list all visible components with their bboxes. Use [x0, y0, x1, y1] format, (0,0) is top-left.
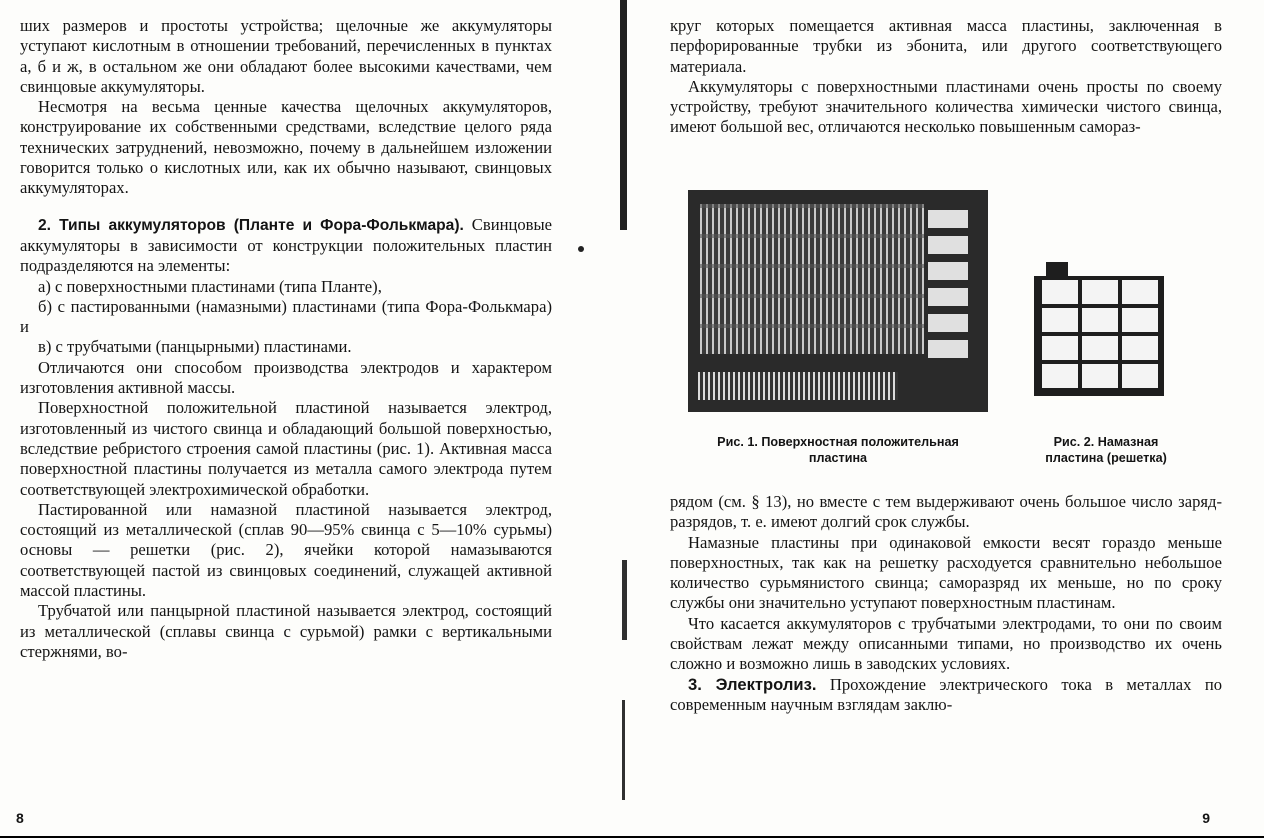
list-item: а) с поверхностными пластинами (типа Планте),	[38, 276, 382, 296]
grid-plate-drawing	[1034, 262, 1164, 396]
section-heading: 2. Типы аккумуляторов (Планте и Фора-Фолькмара).	[38, 216, 464, 234]
figure1-caption: Рис. 1. Поверхностная положительная пластина	[717, 435, 959, 465]
surface-plate-photo	[688, 190, 988, 412]
paragraph: Поверхностной положительной пластиной называется электрод, изготовленный из чистого свинца и обладающий большой поверхностью, вследствие ребристого строения самой пластины (рис. 1). Активная масса поверхностной пластины получается из металла самого электрода путем соответствующей электрохимической обработки.	[20, 398, 552, 499]
right-text-column-bottom	[670, 492, 1222, 715]
section3-paragraph	[670, 675, 1222, 716]
left-text-column	[20, 16, 552, 662]
page-number: 9	[1202, 810, 1210, 826]
book-spine-shadow	[616, 0, 632, 838]
paragraph: Отличаются они способом производства электродов и характером изготовления активной массы.	[20, 357, 552, 398]
plate-types-list	[20, 277, 552, 358]
page-number: 8	[16, 810, 24, 826]
right-text-column-top	[670, 16, 1222, 138]
figure2-caption: Рис. 2. Намазная пластина (решетка)	[1045, 435, 1167, 465]
list-item: б) с пастированными (намазными) пластинами (типа Фора-Фолькмара) и	[20, 296, 552, 337]
section-heading-paragraph	[20, 215, 552, 277]
figures	[688, 190, 1208, 480]
paragraph: Намазные пластины при одинаковой емкости весят гораздо меньше поверхностных, так как на решетку расходуется сравнительно небольшое количество сурьмянистого свинца; саморазряд их меньше, но по сроку службы они значительно уступают поверхностным пластинам.	[670, 532, 1222, 613]
paragraph: Пастированной или намазной пластиной называется электрод, состоящий из металлической (сплав 90—95% свинца с 5—10% сурьмы) основы — решетки (рис. 2), ячейки которой намазываются соответствующей пастой из свинцовых соединений, служащей активной массой пластины.	[20, 499, 552, 601]
paragraph: Несмотря на весьма ценные качества щелочных аккумуляторов, конструирование их собственными средствами, вследствие целого ряда технических затруднений, невозможно, почему в дальнейшем изложении говорится только о кислотных или, как их обычно называют, свинцовых аккумуляторах.	[20, 97, 552, 198]
paragraph: круг которых помещается активная масса пластины, заключенная в перфорированные трубки из эбонита, или другого соответствующего материала.	[670, 16, 1222, 76]
right-page	[640, 0, 1264, 838]
print-speck	[578, 246, 584, 252]
paragraph: Трубчатой или панцырной пластиной называется электрод, состоящий из металлической (сплавы свинца с сурьмой) рамки с вертикальными стержнями, во-	[20, 601, 552, 661]
section3-text: Прохождение электрического тока в металлах по современным научным взглядам заклю-	[670, 674, 1222, 714]
list-item: в) с трубчатыми (панцырными) пластинами.	[38, 337, 352, 357]
section-intro: Свинцовые аккумуляторы в зависимости от конструкции положительных пластин подразделяются на элементы:	[20, 214, 552, 276]
paragraph: ших размеров и простоты устройства; щелочные же аккумуляторы уступают кислотным в отношении требований, перечисленных в пунктах а, б и ж, в остальном же они обладают более высокими качествами, чем свинцовые аккумуляторы.	[20, 16, 552, 96]
paragraph: Что касается аккумуляторов с трубчатыми электродами, то они по своим свойствам лежат между описанными типами, но производство их очень сложно и возможно лишь в заводских условиях.	[670, 613, 1222, 674]
left-page	[0, 0, 600, 838]
section3-heading: 3. Электролиз.	[688, 674, 817, 694]
paragraph: Аккумуляторы с поверхностными пластинами очень просты по своему устройству, требуют значительного количества химически чистого свинца, имеют большой вес, отличаются несколько повышенным самораз-	[670, 76, 1222, 137]
paragraph: рядом (см. § 13), но вместе с тем выдерживают очень большое число заряд-разрядов, т. е. имеют долгий срок службы.	[670, 492, 1222, 532]
